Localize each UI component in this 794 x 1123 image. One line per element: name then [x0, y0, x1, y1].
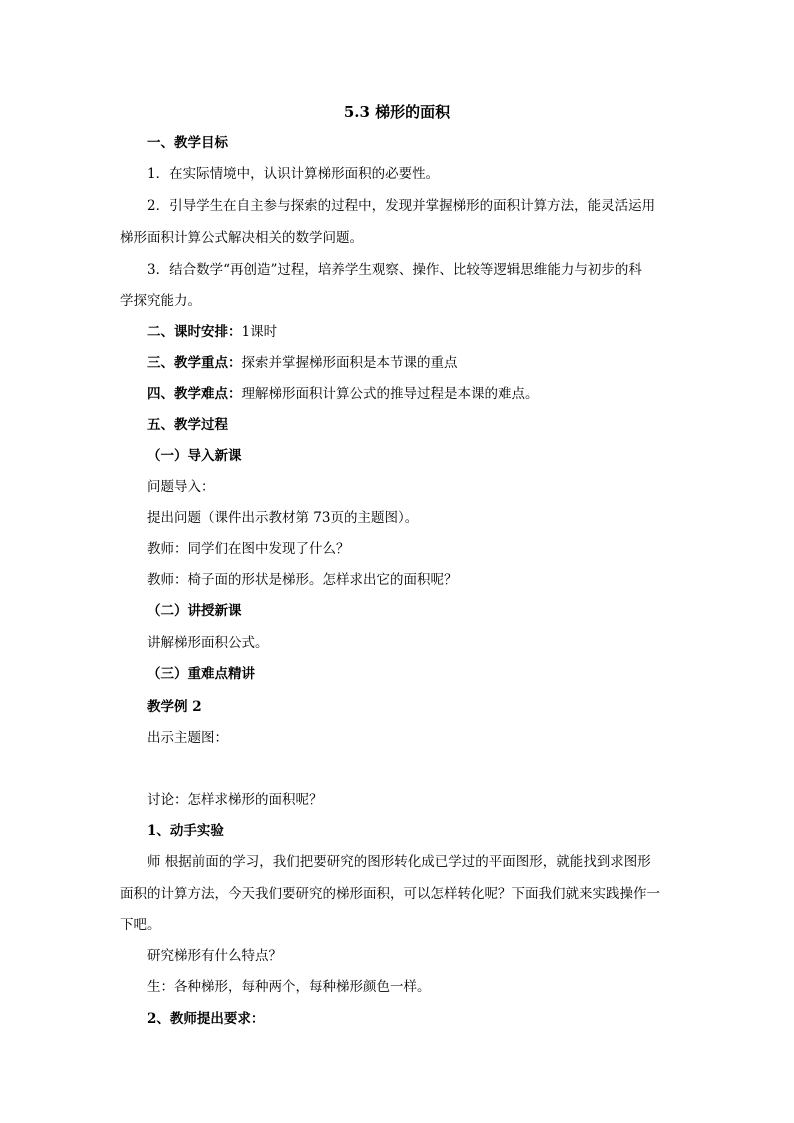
difficulty-label: 四、教学难点：	[147, 386, 242, 402]
subheading-key-difficult: （三）重难点精讲	[147, 666, 255, 682]
difficulty-row	[147, 384, 539, 404]
example-line-2: 讨论：怎样求梯形的面积呢？	[147, 792, 323, 808]
subheading-new-lesson: （二）讲授新课	[147, 603, 242, 619]
subheading-intro: （一）导入新课	[147, 448, 242, 464]
step-1-heading: 1、动手实验	[147, 823, 224, 839]
objective-2-line-1: 2．引导学生在自主参与探索的过程中，发现并掌握梯形的面积计算方法，能灵活运用	[147, 198, 656, 214]
objective-2-line-2: 梯形面积计算公式解决相关的数学问题。	[120, 230, 363, 246]
objective-1: 1．在实际情境中，认识计算梯形面积的必要性。	[147, 166, 440, 182]
objective-3-line-1: 3．结合数学“再创造”过程，培养学生观察、操作、比较等逻辑思维能力与初步的科	[147, 262, 642, 278]
step-2-heading: 2、教师提出要求：	[147, 1011, 265, 1027]
example-line-1: 出示主题图：	[147, 730, 228, 746]
section-heading-process: 五、教学过程	[147, 417, 228, 433]
schedule-label: 二、课时安排：	[147, 324, 242, 340]
step-1-line-5: 生：各种梯形，每种两个，每种梯形颜色一样。	[147, 979, 431, 995]
intro-line-2: 提出问题（课件出示教材第 73页的主题图）。	[147, 510, 419, 526]
intro-line-4: 教师：椅子面的形状是梯形。怎样求出它的面积呢？	[147, 572, 458, 588]
intro-line-3: 教师：同学们在图中发现了什么？	[147, 541, 350, 557]
schedule-row	[147, 322, 277, 342]
step-1-line-4: 研究梯形有什么特点？	[147, 948, 282, 964]
key-point-label: 三、教学重点：	[147, 355, 242, 371]
step-1-line-2: 面积的计算方法，今天我们要研究的梯形面积，可以怎样转化呢？下面我们就来实践操作一	[120, 886, 660, 902]
difficulty-value: 理解梯形面积计算公式的推导过程是本课的难点。	[241, 386, 539, 402]
schedule-value: 1课时	[241, 324, 278, 340]
step-1-line-1: 师 根据前面的学习，我们把要研究的图形转化成已学过的平面图形，就能找到求图形	[147, 854, 651, 870]
section-heading-objectives: 一、教学目标	[147, 135, 228, 151]
example-heading: 教学例 2	[147, 699, 202, 715]
key-point-row	[147, 353, 458, 373]
key-point-value: 探索并掌握梯形面积是本节课的重点	[241, 355, 458, 371]
step-1-line-3: 下吧。	[120, 917, 161, 933]
page-title: 5.3 梯形的面积	[343, 103, 451, 121]
new-lesson-line-1: 讲解梯形面积公式。	[147, 635, 269, 651]
intro-line-1: 问题导入：	[147, 479, 215, 495]
objective-3-line-2: 学探究能力。	[120, 293, 201, 309]
